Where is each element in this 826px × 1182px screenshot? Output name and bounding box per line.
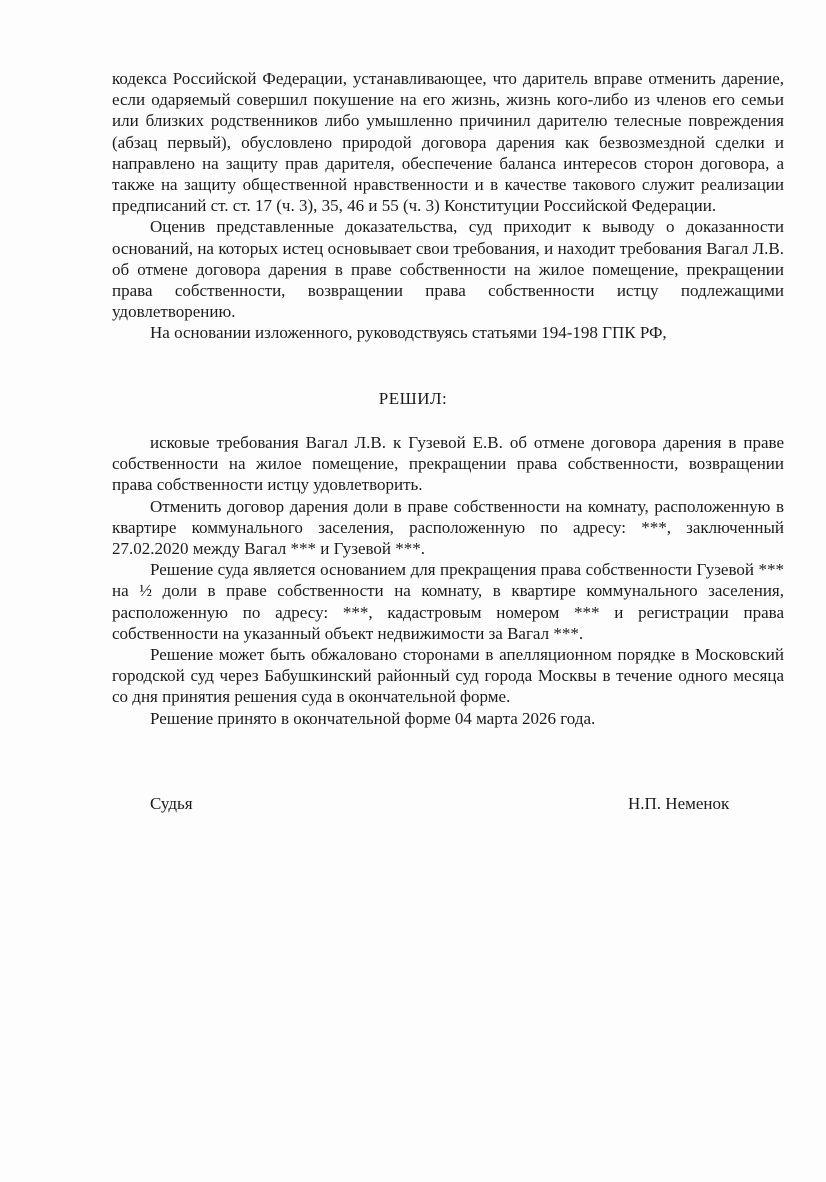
body-text-top <box>112 68 784 344</box>
signature-name: Н.П. Неменок <box>628 794 730 813</box>
paragraph-final-form-date: Решение принято в окончательной форме 04 марта 2026 года. <box>150 708 596 728</box>
paragraph-claims-satisfied: исковые требования Вагал Л.В. к Гузевой Е.В. об отмене договора дарения в праве собственности на жилое помещение, прекращении права собственности, возвращении права собственности истцу удовлетворить. <box>112 433 784 495</box>
paragraph-registration-basis: Решение суда является основанием для прекращения права собственности Гузевой *** на ½ доли в праве собственности на комнату, в квартире коммунального заселения, расположенную по адресу: ***, кадастровым номером *** и регистрации права собственности на указанный объект недвижимости за Вагал ***. <box>112 560 784 643</box>
paragraph-court-assessment: Оценив представленные доказательства, суд приходит к выводу о доказанности оснований, на которых истец основывает свои требования, и находит требования Вагал Л.В. об отмене договора дарения в праве собственности на жилое помещение, прекращении права собственности, возвращении права собственности истцу подлежащими удовлетворению. <box>112 217 784 322</box>
paragraph-appeal-procedure: Решение может быть обжаловано сторонами в апелляционном порядке в Московский городской суд через Бабушкинский районный суд города Москвы в течение одного месяца со дня принятия решения суда в окончательной форме. <box>112 645 784 707</box>
body-text-decision <box>112 432 784 729</box>
signature-role: Судья <box>150 794 193 813</box>
paragraph-cancel-gift-agreement: Отменить договор дарения доли в праве собственности на комнату, расположенную в квартире коммунального заселения, расположенную по адресу: ***, заключенный 27.02.2020 между Вагал *** и Гузевой ***. <box>112 496 784 559</box>
paragraph-legal-basis: На основании изложенного, руководствуясь статьями 194-198 ГПК РФ, <box>150 323 667 343</box>
paragraph-constitution-reference: кодекса Российской Федерации, устанавливающее, что даритель вправе отменить дарение, если одаряемый совершил покушение на его жизнь, жизнь кого-либо из членов его семьи или близких родственников либо умышленно причинил дарителю телесные повреждения (абзац первый), обусловлено природой договора дарения как безвозмездной сделки и направлено на защиту прав дарителя, обеспечение баланса интересов сторон договора, а также на защиту общественной нравственности и в качестве такового служит реализации предписаний ст. ст. 17 (ч. 3), 35, 46 и 55 (ч. 3) Конституции Российской Федерации. <box>112 69 784 216</box>
decision-heading: РЕШИЛ: <box>378 389 448 408</box>
